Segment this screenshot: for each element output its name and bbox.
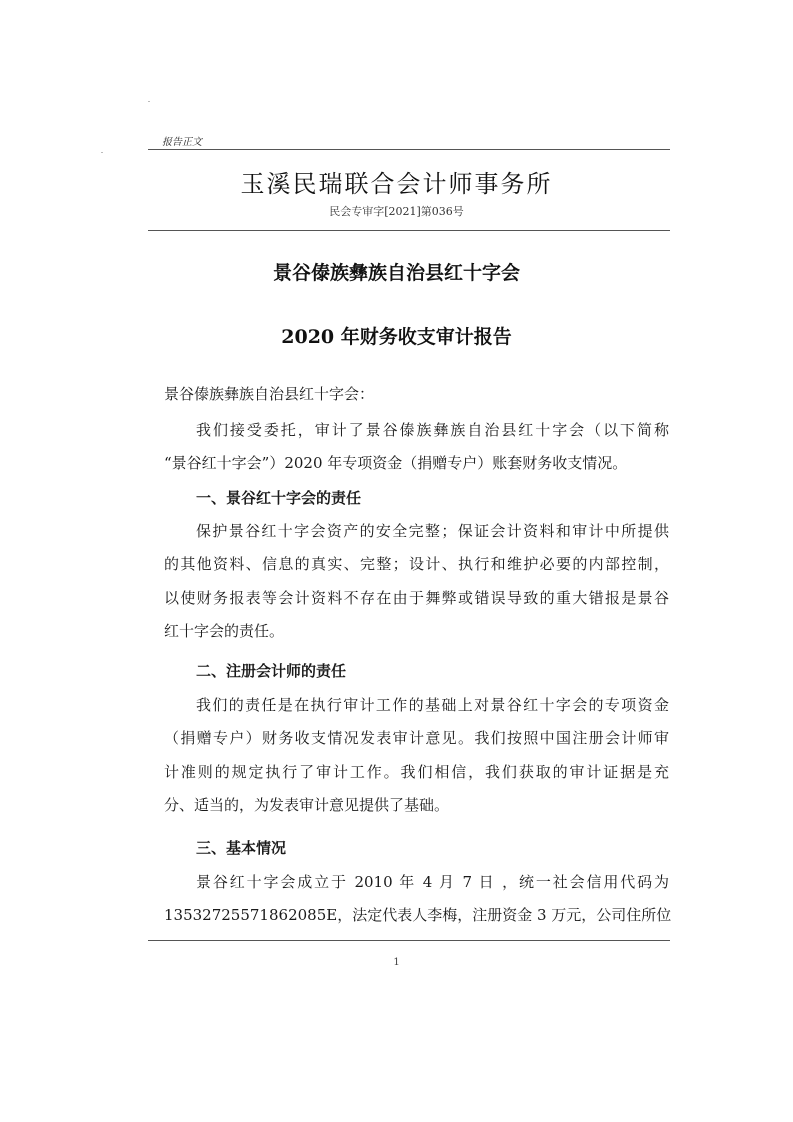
paragraph-line: 保护景谷红十字会资产的安全完整；保证会计资料和审计中所提供 (196, 522, 669, 540)
paragraph-line: 以使财务报表等会计资料不存在由于舞弊或错误导致的重大错报是景谷 (164, 588, 669, 607)
page-number: 1 (393, 957, 400, 968)
report-title-line1: 景谷傣族彝族自治县红十字会 (272, 262, 520, 284)
section-heading-3: 三、基本情况 (196, 839, 287, 857)
paragraph-line: “景谷红十字会”）2020 年专项资金（捐赠专户）账套财务收支情况。 (164, 454, 628, 473)
scan-speck (101, 152, 103, 153)
addressee: 景谷傣族彝族自治县红十字会： (164, 385, 375, 403)
section3-paragraph (164, 866, 672, 933)
paragraph-line: （捐赠专户）财务收支情况发表审计意见。我们按照中国注册会计师审 (164, 729, 669, 748)
paragraph-line: 的其他资料、信息的真实、完整；设计、执行和维护必要的内部控制， (164, 555, 669, 574)
section-heading-2: 二、注册会计师的责任 (196, 662, 347, 680)
section-heading-1: 一、景谷红十字会的责任 (196, 489, 362, 507)
section2-paragraph (164, 689, 669, 822)
section-tag: 报告正文 (162, 137, 202, 148)
paragraph-line: 我们的责任是在执行审计工作的基础上对景谷红十字会的专项资金 (196, 696, 669, 714)
intro-paragraph (164, 414, 669, 481)
report-title-line2: 2020 年财务收支审计报告 (281, 326, 512, 348)
header-rule (148, 149, 670, 150)
paragraph-line: 我们接受委托，审计了景谷傣族彝族自治县红十字会（以下简称 (196, 421, 669, 439)
title-rule (148, 230, 670, 231)
footer-rule (148, 940, 670, 941)
paragraph-line: 分、适当的，为发表审计意见提供了基础。 (164, 795, 450, 814)
paragraph-line: 红十字会的责任。 (164, 621, 285, 640)
section1-paragraph (164, 515, 669, 648)
document-number: 民会专审字[2021]第036号 (329, 205, 464, 218)
firm-name: 玉溪民瑞联合会计师事务所 (240, 170, 553, 198)
scan-speck (148, 101, 150, 102)
paragraph-line: 13532725571862085E，法定代表人李梅，注册资金 3 万元，公司住所位 (164, 906, 672, 925)
paragraph-line: 景谷红十字会成立于 2010 年 4 月 7 日 ，统一社会信用代码为 (196, 873, 669, 891)
paragraph-line: 计准则的规定执行了审计工作。我们相信，我们获取的审计证据是充 (164, 762, 669, 781)
